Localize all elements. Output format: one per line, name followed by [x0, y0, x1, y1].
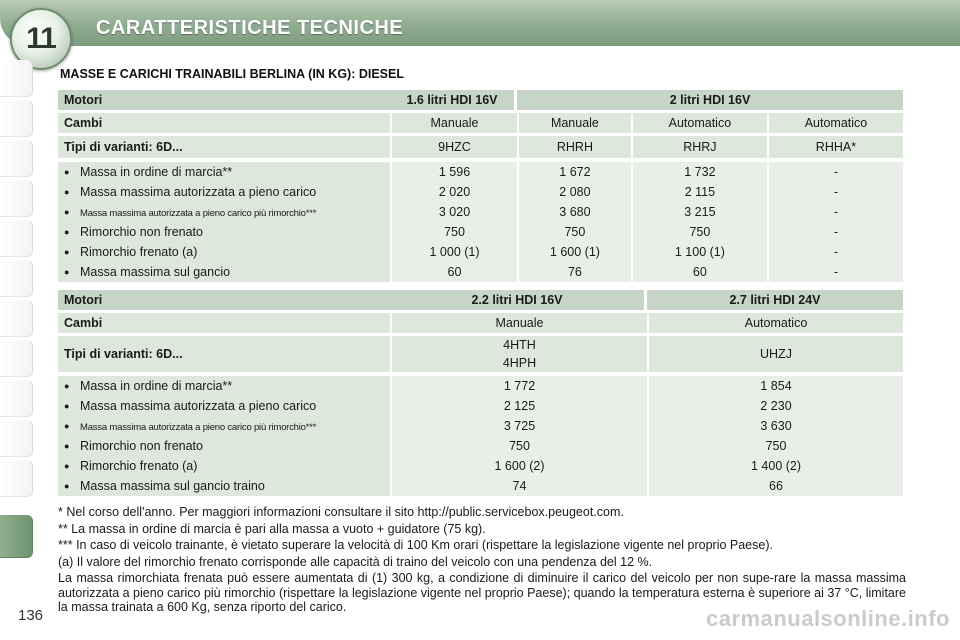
- table-row: [58, 222, 903, 242]
- footnotes: [58, 505, 906, 617]
- row-label: Rimorchio frenato (a): [80, 245, 198, 259]
- variants-row: [58, 136, 903, 162]
- row-label: Massa massima autorizzata a pieno carico più rimorchio***: [80, 208, 317, 219]
- section-title: MASSE E CARICHI TRAINABILI BERLINA (IN KG): DIESEL: [60, 67, 404, 81]
- side-tab[interactable]: [0, 420, 33, 457]
- watermark: carmanualsonline.info: [706, 606, 950, 631]
- cell-value: 2 020: [390, 182, 517, 202]
- cell-value: 3 215: [631, 202, 767, 222]
- cell-value: 1 100 (1): [631, 242, 767, 262]
- row-label: Rimorchio frenato (a): [80, 459, 198, 473]
- gearbox-value: Automatico: [631, 113, 767, 136]
- footnote: (a) Il valore del rimorchio frenato corrisponde alle capacità di traino del veicolo con una pendenza del 12 %.: [58, 554, 653, 569]
- varianti-label: Tipi di varianti: 6D...: [58, 136, 390, 162]
- cell-value: 60: [390, 262, 517, 282]
- variants-row: [58, 336, 903, 376]
- variant-code: 4HPH: [502, 356, 537, 370]
- footnote: La massa rimorchiata frenata può essere aumentata di (1) 300 kg, a condizione di diminuire il carico del veicolo per non supe-rare la massa massima autorizzata a pieno carico più rimorchio (rispettare la legislazione vigente nel proprio Paese); quando la temperatura esterna è superiore ai 37 °C, limitare la massa trainata a 600 Kg, senza riporto del carico.: [58, 571, 906, 614]
- table-row: [58, 162, 903, 182]
- variant-code: UHZJ: [647, 336, 903, 376]
- row-label: Massa in ordine di marcia**: [80, 165, 233, 179]
- engine-header: 1.6 litri HDI 16V: [390, 90, 517, 113]
- side-tab[interactable]: [0, 220, 33, 257]
- variant-code: RHRJ: [631, 136, 767, 162]
- bullet-icon: ●: [64, 481, 70, 491]
- variant-code: RHRH: [517, 136, 631, 162]
- variant-code: RHHA*: [767, 136, 903, 162]
- engine-header: 2.7 litri HDI 24V: [647, 290, 903, 313]
- motori-label: Motori: [58, 90, 390, 113]
- cell-value: 1 400 (2): [647, 456, 903, 476]
- table-row: [58, 416, 903, 436]
- cell-value: 750: [631, 222, 767, 242]
- side-tab-active[interactable]: [0, 515, 33, 558]
- cell-value: -: [767, 262, 903, 282]
- cell-value: 1 596: [390, 162, 517, 182]
- table-row: [58, 476, 903, 496]
- cell-value: -: [767, 182, 903, 202]
- cell-value: 1 854: [647, 376, 903, 396]
- bullet-icon: ●: [64, 381, 70, 391]
- page-number: 136: [18, 607, 44, 624]
- bullet-icon: ●: [64, 267, 70, 277]
- table-row: [58, 436, 903, 456]
- gearbox-row: [58, 313, 903, 336]
- side-tab[interactable]: [0, 260, 33, 297]
- bullet-icon: ●: [64, 187, 70, 197]
- cambi-label: Cambi: [58, 113, 390, 136]
- cell-value: -: [767, 162, 903, 182]
- bullet-icon: ●: [64, 441, 70, 451]
- row-label: Massa massima autorizzata a pieno carico: [80, 185, 317, 199]
- gearbox-value: Manuale: [390, 313, 647, 336]
- variant-codes: [390, 336, 647, 376]
- cell-value: 3 680: [517, 202, 631, 222]
- cell-value: 750: [517, 222, 631, 242]
- chapter-number: 11: [26, 22, 56, 55]
- side-tab[interactable]: [0, 340, 33, 377]
- table-row: [58, 396, 903, 416]
- row-label: Massa in ordine di marcia**: [80, 379, 233, 393]
- table-row: [58, 202, 903, 222]
- cell-value: -: [767, 202, 903, 222]
- row-label: Massa massima autorizzata a pieno carico più rimorchio***: [80, 422, 317, 433]
- gearbox-value: Automatico: [767, 113, 903, 136]
- cell-value: 74: [390, 476, 647, 496]
- cell-value: 3 725: [390, 416, 647, 436]
- bullet-icon: ●: [64, 401, 70, 411]
- cell-value: 750: [390, 222, 517, 242]
- page-title: CARATTERISTICHE TECNICHE: [96, 17, 404, 39]
- motori-label: Motori: [58, 290, 390, 313]
- cambi-label: Cambi: [58, 313, 390, 336]
- row-label: Massa massima autorizzata a pieno carico: [80, 399, 317, 413]
- table-row: [58, 242, 903, 262]
- cell-value: 750: [647, 436, 903, 456]
- bullet-icon: ●: [64, 461, 70, 471]
- cell-value: 2 230: [647, 396, 903, 416]
- cell-value: 1 772: [390, 376, 647, 396]
- side-tab[interactable]: [0, 380, 33, 417]
- side-tab[interactable]: [0, 300, 33, 337]
- cell-value: 2 080: [517, 182, 631, 202]
- gearbox-value: Manuale: [390, 113, 517, 136]
- gearbox-row: [58, 113, 903, 136]
- cell-value: 3 020: [390, 202, 517, 222]
- bullet-icon: ●: [64, 421, 70, 431]
- cell-value: 1 000 (1): [390, 242, 517, 262]
- row-label: Massa massima sul gancio traino: [80, 479, 265, 493]
- cell-value: 750: [390, 436, 647, 456]
- table-row: [58, 262, 903, 282]
- footnote: ** La massa in ordine di marcia è pari alla massa a vuoto + guidatore (75 kg).: [58, 521, 486, 536]
- cell-value: 2 125: [390, 396, 647, 416]
- table-row: [58, 376, 903, 396]
- cell-value: 1 600 (1): [517, 242, 631, 262]
- engine-header-row: [58, 90, 903, 113]
- bullet-icon: ●: [64, 247, 70, 257]
- row-label: Rimorchio non frenato: [80, 439, 203, 453]
- variant-code: 9HZC: [390, 136, 517, 162]
- row-label: Massa massima sul gancio: [80, 265, 231, 279]
- side-tab[interactable]: [0, 140, 33, 177]
- side-tab[interactable]: [0, 60, 33, 97]
- cell-value: 60: [631, 262, 767, 282]
- varianti-label: Tipi di varianti: 6D...: [58, 336, 390, 376]
- cell-value: 3 630: [647, 416, 903, 436]
- bullet-icon: ●: [64, 227, 70, 237]
- engine-header-row: [58, 290, 903, 313]
- masses-table-2: [58, 290, 903, 496]
- gearbox-value: Automatico: [647, 313, 903, 336]
- cell-value: -: [767, 242, 903, 262]
- side-tab[interactable]: [0, 460, 33, 497]
- side-tab[interactable]: [0, 180, 33, 217]
- table-row: [58, 182, 903, 202]
- cell-value: 1 600 (2): [390, 456, 647, 476]
- cell-value: 76: [517, 262, 631, 282]
- row-label: Rimorchio non frenato: [80, 225, 203, 239]
- cell-value: 2 115: [631, 182, 767, 202]
- masses-table-1: [58, 90, 903, 282]
- engine-header: 2 litri HDI 16V: [517, 90, 903, 113]
- table-row: [58, 456, 903, 476]
- cell-value: 66: [647, 476, 903, 496]
- cell-value: 1 672: [517, 162, 631, 182]
- variant-code: 4HTH: [503, 338, 536, 352]
- engine-header: 2.2 litri HDI 16V: [390, 290, 647, 313]
- footnote: * Nel corso dell'anno. Per maggiori informazioni consultare il sito http://public.servicebox.peugeot.com.: [58, 505, 624, 519]
- side-tab-index: [0, 60, 36, 560]
- side-tab[interactable]: [0, 100, 33, 137]
- bullet-icon: ●: [64, 167, 70, 177]
- cell-value: 1 732: [631, 162, 767, 182]
- gearbox-value: Manuale: [517, 113, 631, 136]
- bullet-icon: ●: [64, 207, 70, 217]
- footnote: *** In caso di veicolo trainante, è vietato superare la velocità di 100 Km orari (rispettare la legislazione vigente nel proprio Paese).: [58, 538, 773, 552]
- cell-value: -: [767, 222, 903, 242]
